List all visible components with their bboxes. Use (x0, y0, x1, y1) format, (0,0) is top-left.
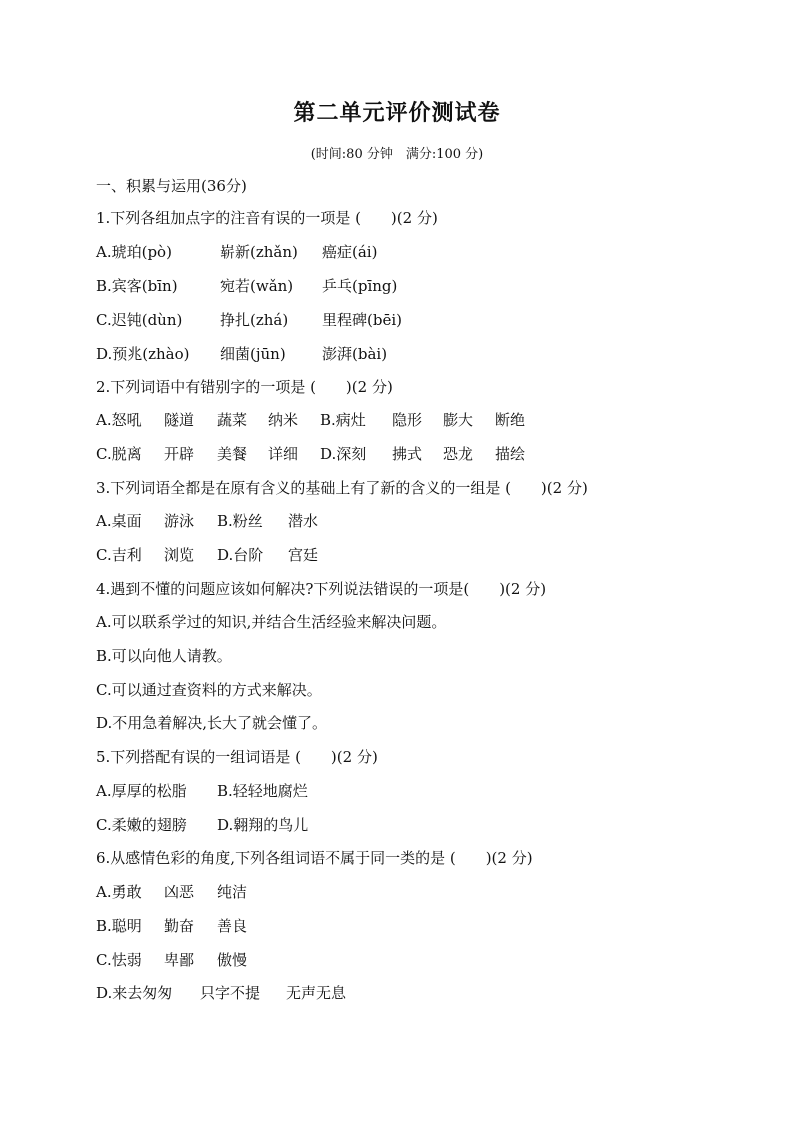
question-2-stem: 2.下列词语中有错别字的一项是 ( )(2 分) (96, 378, 393, 396)
option-word: C.怯弱 (96, 951, 142, 969)
question-2-options-ab (96, 410, 526, 430)
section-heading: 一、积累与运用(36分) (96, 177, 247, 195)
question-5-options-cd (96, 815, 309, 835)
option-word: 开辟 (164, 445, 195, 463)
question-6-option-c (96, 950, 248, 970)
option-word: 宫廷 (288, 546, 319, 564)
option-word: C.脱离 (96, 445, 142, 463)
question-3-stem: 3.下列词语全都是在原有含义的基础上有了新的含义的一组是 ( )(2 分) (96, 479, 588, 497)
option-word: 纳米 (268, 411, 299, 429)
question-6-option-a (96, 882, 248, 902)
option-word: B.聪明 (96, 917, 142, 935)
question-4-stem: 4.遇到不懂的问题应该如何解决?下列说法错误的一项是( )(2 分) (96, 580, 547, 598)
question-3-options-ab (96, 511, 319, 531)
question-1-stem: 1.下列各组加点字的注音有误的一项是 ( )(2 分) (96, 209, 438, 227)
option-word: 断绝 (495, 411, 526, 429)
option-word: B.病灶 (320, 411, 366, 429)
exam-time-score: (时间:80 分钟 满分:100 分) (310, 147, 484, 162)
option-word: 癌症(ái) (322, 243, 378, 261)
question-4-option-b: B.可以向他人请教。 (96, 647, 232, 665)
question-4-option-a: A.可以联系学过的知识,并结合生活经验来解决问题。 (96, 613, 447, 631)
option-word: 浏览 (164, 546, 195, 564)
question-1-option-a (96, 242, 378, 262)
option-word: 无声无息 (286, 984, 347, 1002)
question-6-stem: 6.从感情色彩的角度,下列各组词语不属于同一类的是 ( )(2 分) (96, 849, 533, 867)
option-word: 隐形 (392, 411, 423, 429)
option-word: A.怒吼 (96, 411, 142, 429)
option-word: A.桌面 (96, 512, 142, 530)
option-word: B.粉丝 (217, 512, 263, 530)
option-word: A.厚厚的松脂 (96, 782, 187, 800)
question-3-options-cd (96, 545, 319, 565)
question-4-option-c: C.可以通过查资料的方式来解决。 (96, 681, 322, 699)
question-1-option-c (96, 310, 402, 330)
option-word: C.迟钝(dùn) (96, 311, 183, 329)
option-word: D.深刻 (320, 445, 367, 463)
option-word: 膨大 (443, 411, 474, 429)
option-word: D.来去匆匆 (96, 984, 173, 1002)
option-word: 澎湃(bài) (322, 345, 388, 363)
option-word: 拂式 (392, 445, 423, 463)
option-word: 卑鄙 (164, 951, 195, 969)
option-word: 凶恶 (164, 883, 195, 901)
page-title: 第二单元评价测试卷 (293, 100, 501, 126)
question-4-option-d: D.不用急着解决,长大了就会懂了。 (96, 714, 328, 732)
option-word: 恐龙 (443, 445, 474, 463)
question-5-stem: 5.下列搭配有误的一组词语是 ( )(2 分) (96, 748, 378, 766)
question-1-option-b (96, 276, 398, 296)
option-word: 傲慢 (217, 951, 248, 969)
option-word: A.琥珀(pò) (96, 243, 172, 261)
question-6-option-b (96, 916, 248, 936)
option-word: 详细 (268, 445, 299, 463)
option-word: C.柔嫩的翅膀 (96, 816, 187, 834)
question-6-option-d (96, 983, 347, 1003)
option-word: 细菌(jūn) (220, 345, 286, 363)
option-word: 描绘 (495, 445, 526, 463)
option-word: 崭新(zhǎn) (220, 243, 298, 261)
question-2-options-cd (96, 444, 526, 464)
option-word: 潜水 (288, 512, 319, 530)
option-word: D.预兆(zhào) (96, 345, 190, 363)
option-word: D.台阶 (217, 546, 264, 564)
option-word: 勤奋 (164, 917, 195, 935)
option-word: 蔬菜 (217, 411, 248, 429)
question-1-option-d (96, 344, 388, 364)
option-word: B.宾客(bīn) (96, 277, 178, 295)
option-word: 美餐 (217, 445, 248, 463)
option-word: 乒乓(pīng) (322, 277, 398, 295)
option-word: B.轻轻地腐烂 (217, 782, 308, 800)
option-word: D.翱翔的鸟儿 (217, 816, 309, 834)
option-word: 善良 (217, 917, 248, 935)
option-word: 纯洁 (217, 883, 248, 901)
option-word: 里程碑(bēi) (322, 311, 402, 329)
option-word: 只字不提 (200, 984, 261, 1002)
option-word: 隧道 (164, 411, 195, 429)
option-word: 挣扎(zhá) (220, 311, 289, 329)
question-5-options-ab (96, 781, 308, 801)
option-word: A.勇敢 (96, 883, 142, 901)
option-word: C.吉利 (96, 546, 142, 564)
option-word: 宛若(wǎn) (220, 277, 294, 295)
option-word: 游泳 (164, 512, 195, 530)
